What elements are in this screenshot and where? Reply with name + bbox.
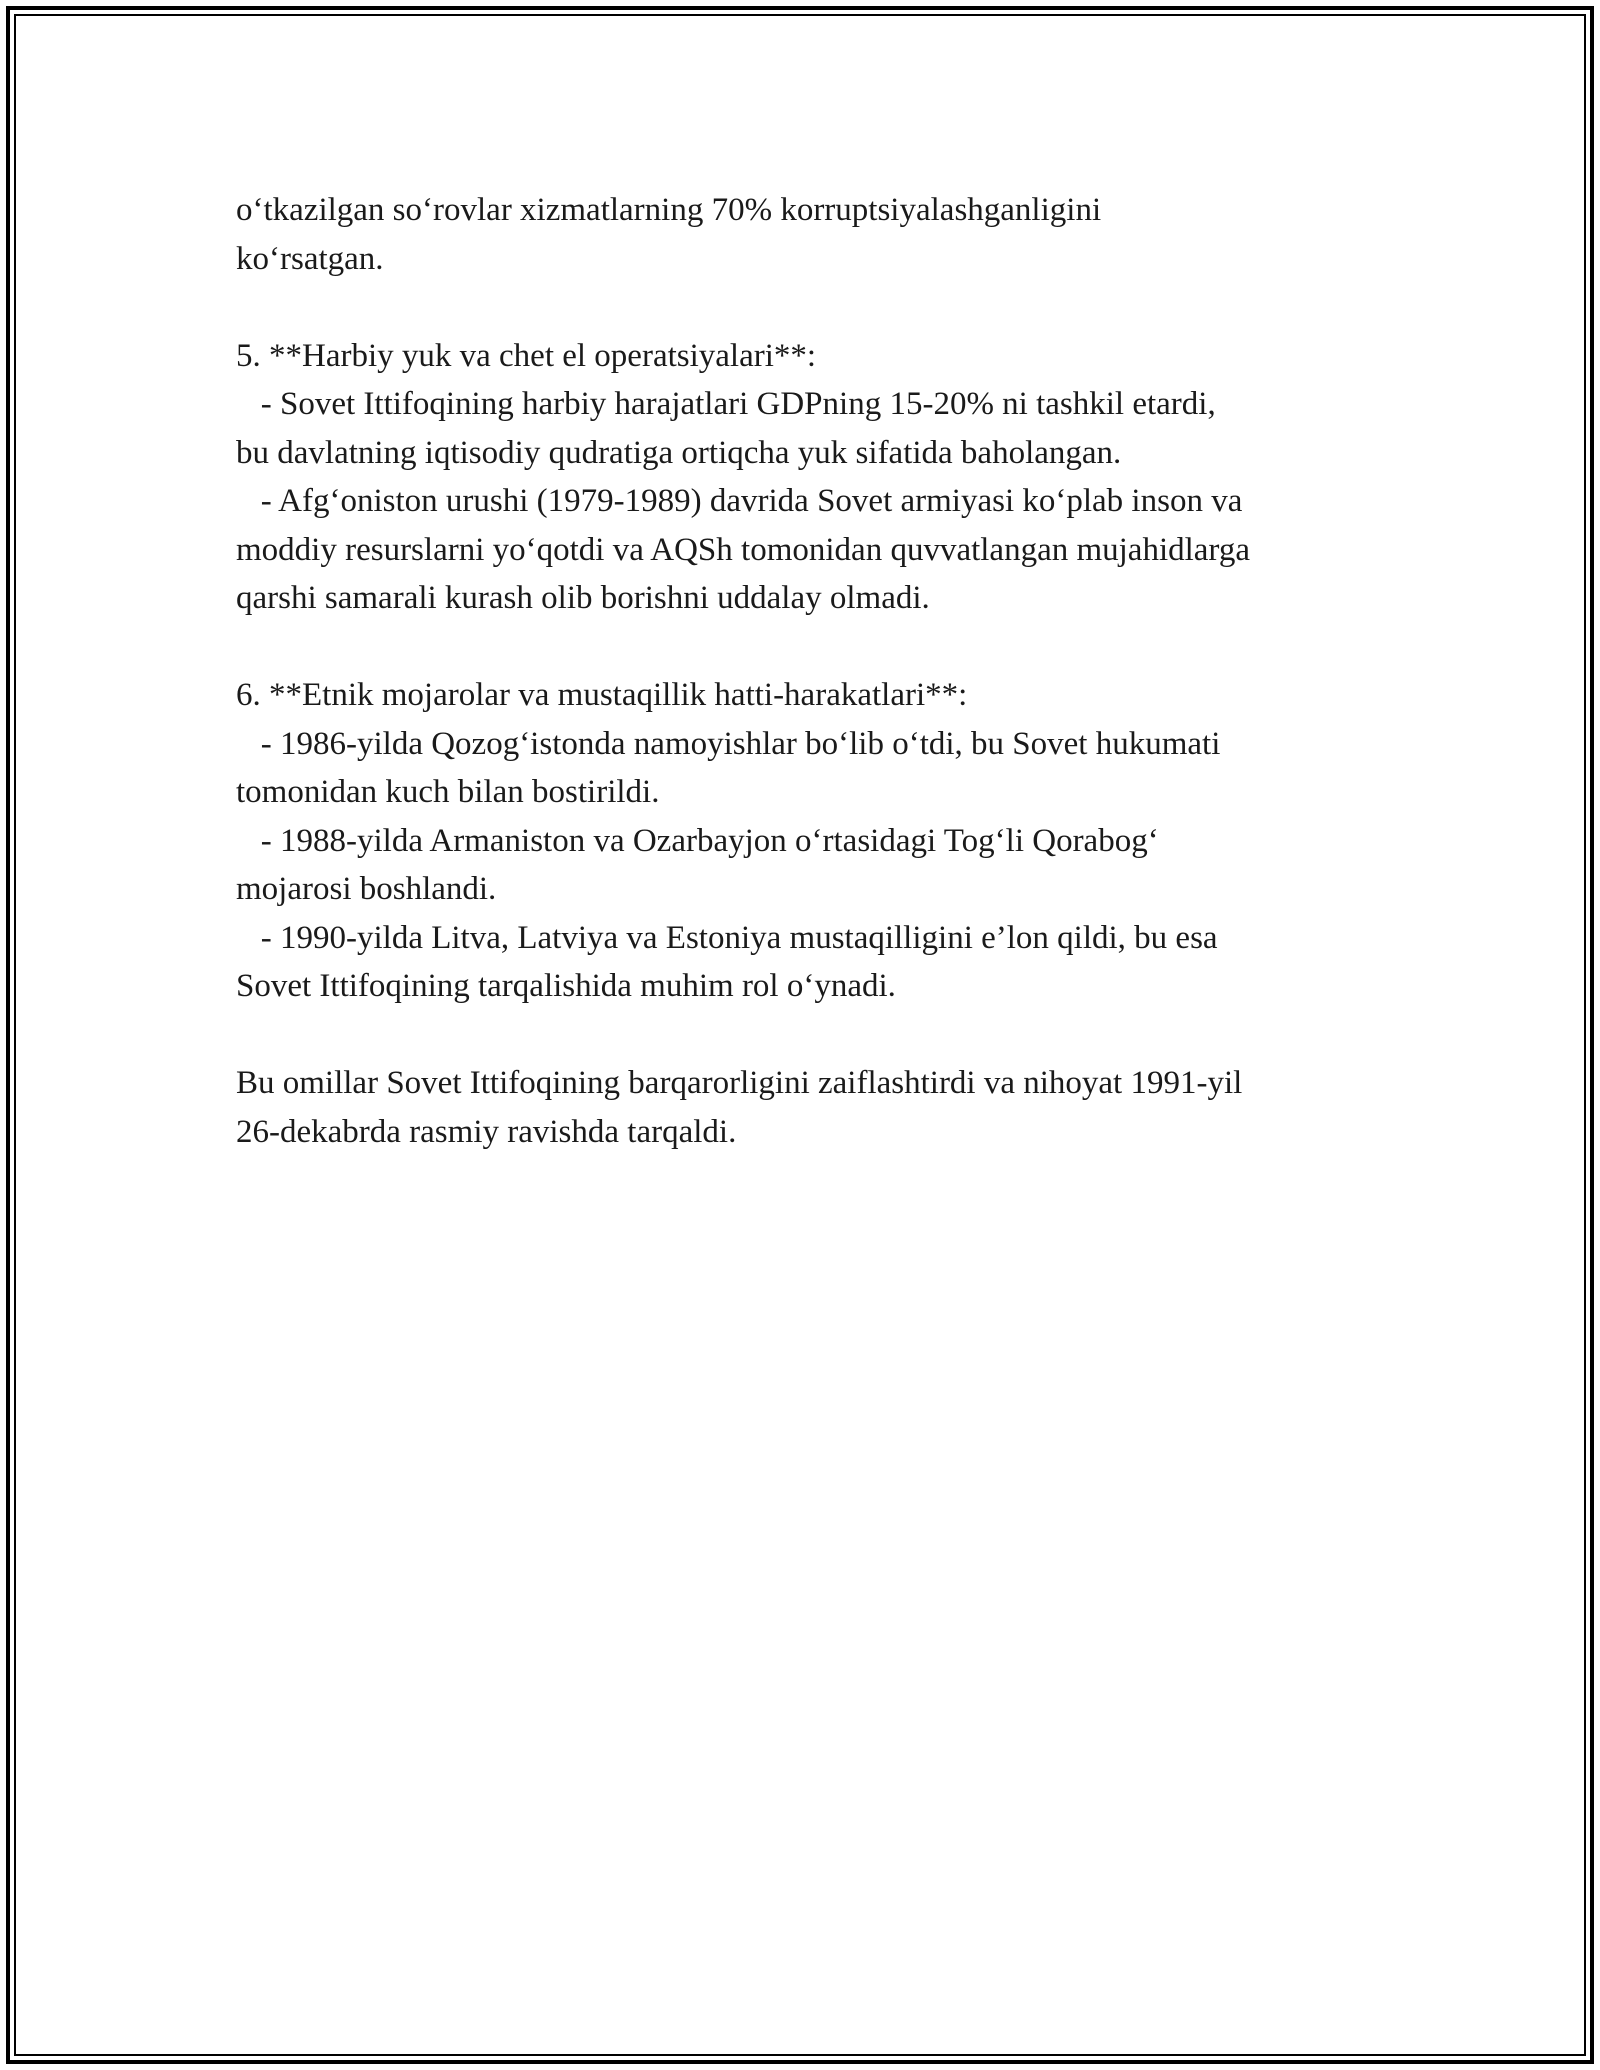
list-item-line: - 1990-yilda Litva, Latviya va Estoniya mustaqilligini e’lon qildi, bu esa xyxy=(236,919,1218,956)
text-line: 26-dekabrda rasmiy ravishda tarqaldi. xyxy=(236,1113,737,1150)
conclusion-paragraph xyxy=(236,1059,1416,1156)
text-line: Bu omillar Sovet Ittifoqining barqarorligini zaiflashtirdi va nihoyat 1991-yil xyxy=(236,1065,1243,1101)
list-item-line: - 1988-yilda Armaniston va Ozarbayjon o‘rtasidagi Tog‘li Qorabog‘ xyxy=(236,822,1159,859)
text-line: tomonidan kuch bilan bostirildi. xyxy=(236,774,660,810)
text-line: qarshi samarali kurash olib borishni uddalay olmadi. xyxy=(236,580,930,616)
list-item-line: - Sovet Ittifoqining harbiy harajatlari GDPning 15-20% ni tashkil etardi, xyxy=(236,386,1216,422)
section-5 xyxy=(236,332,1416,623)
paragraph-spacer xyxy=(236,283,1416,332)
text-line: bu davlatning iqtisodiy qudratiga ortiqcha yuk sifatida baholangan. xyxy=(236,434,1122,471)
document-body xyxy=(236,186,1416,1156)
continuation-paragraph xyxy=(236,186,1416,283)
text-line: ko‘rsatgan. xyxy=(236,240,384,277)
section-heading: 6. **Etnik mojarolar va mustaqillik hatti-harakatlari**: xyxy=(236,677,968,713)
section-heading: 5. **Harbiy yuk va chet el operatsiyalari**: xyxy=(236,337,817,374)
section-6 xyxy=(236,671,1416,1011)
text-line: moddiy resurslarni yo‘qotdi va AQSh tomonidan quvvatlangan mujahidlarga xyxy=(236,531,1250,568)
text-line: mojarosi boshlandi. xyxy=(236,871,497,907)
text-line: o‘tkazilgan so‘rovlar xizmatlarning 70% korruptsiyalashganligini xyxy=(236,192,1102,228)
list-item-line: - Afg‘oniston urushi (1979-1989) davrida Sovet armiyasi ko‘plab inson va xyxy=(236,483,1243,519)
list-item-line: - 1986-yilda Qozog‘istonda namoyishlar bo‘lib o‘tdi, bu Sovet hukumati xyxy=(236,725,1221,762)
paragraph-spacer xyxy=(236,623,1416,672)
paragraph-spacer xyxy=(236,1011,1416,1060)
text-line: Sovet Ittifoqining tarqalishida muhim rol o‘ynadi. xyxy=(236,968,896,1004)
